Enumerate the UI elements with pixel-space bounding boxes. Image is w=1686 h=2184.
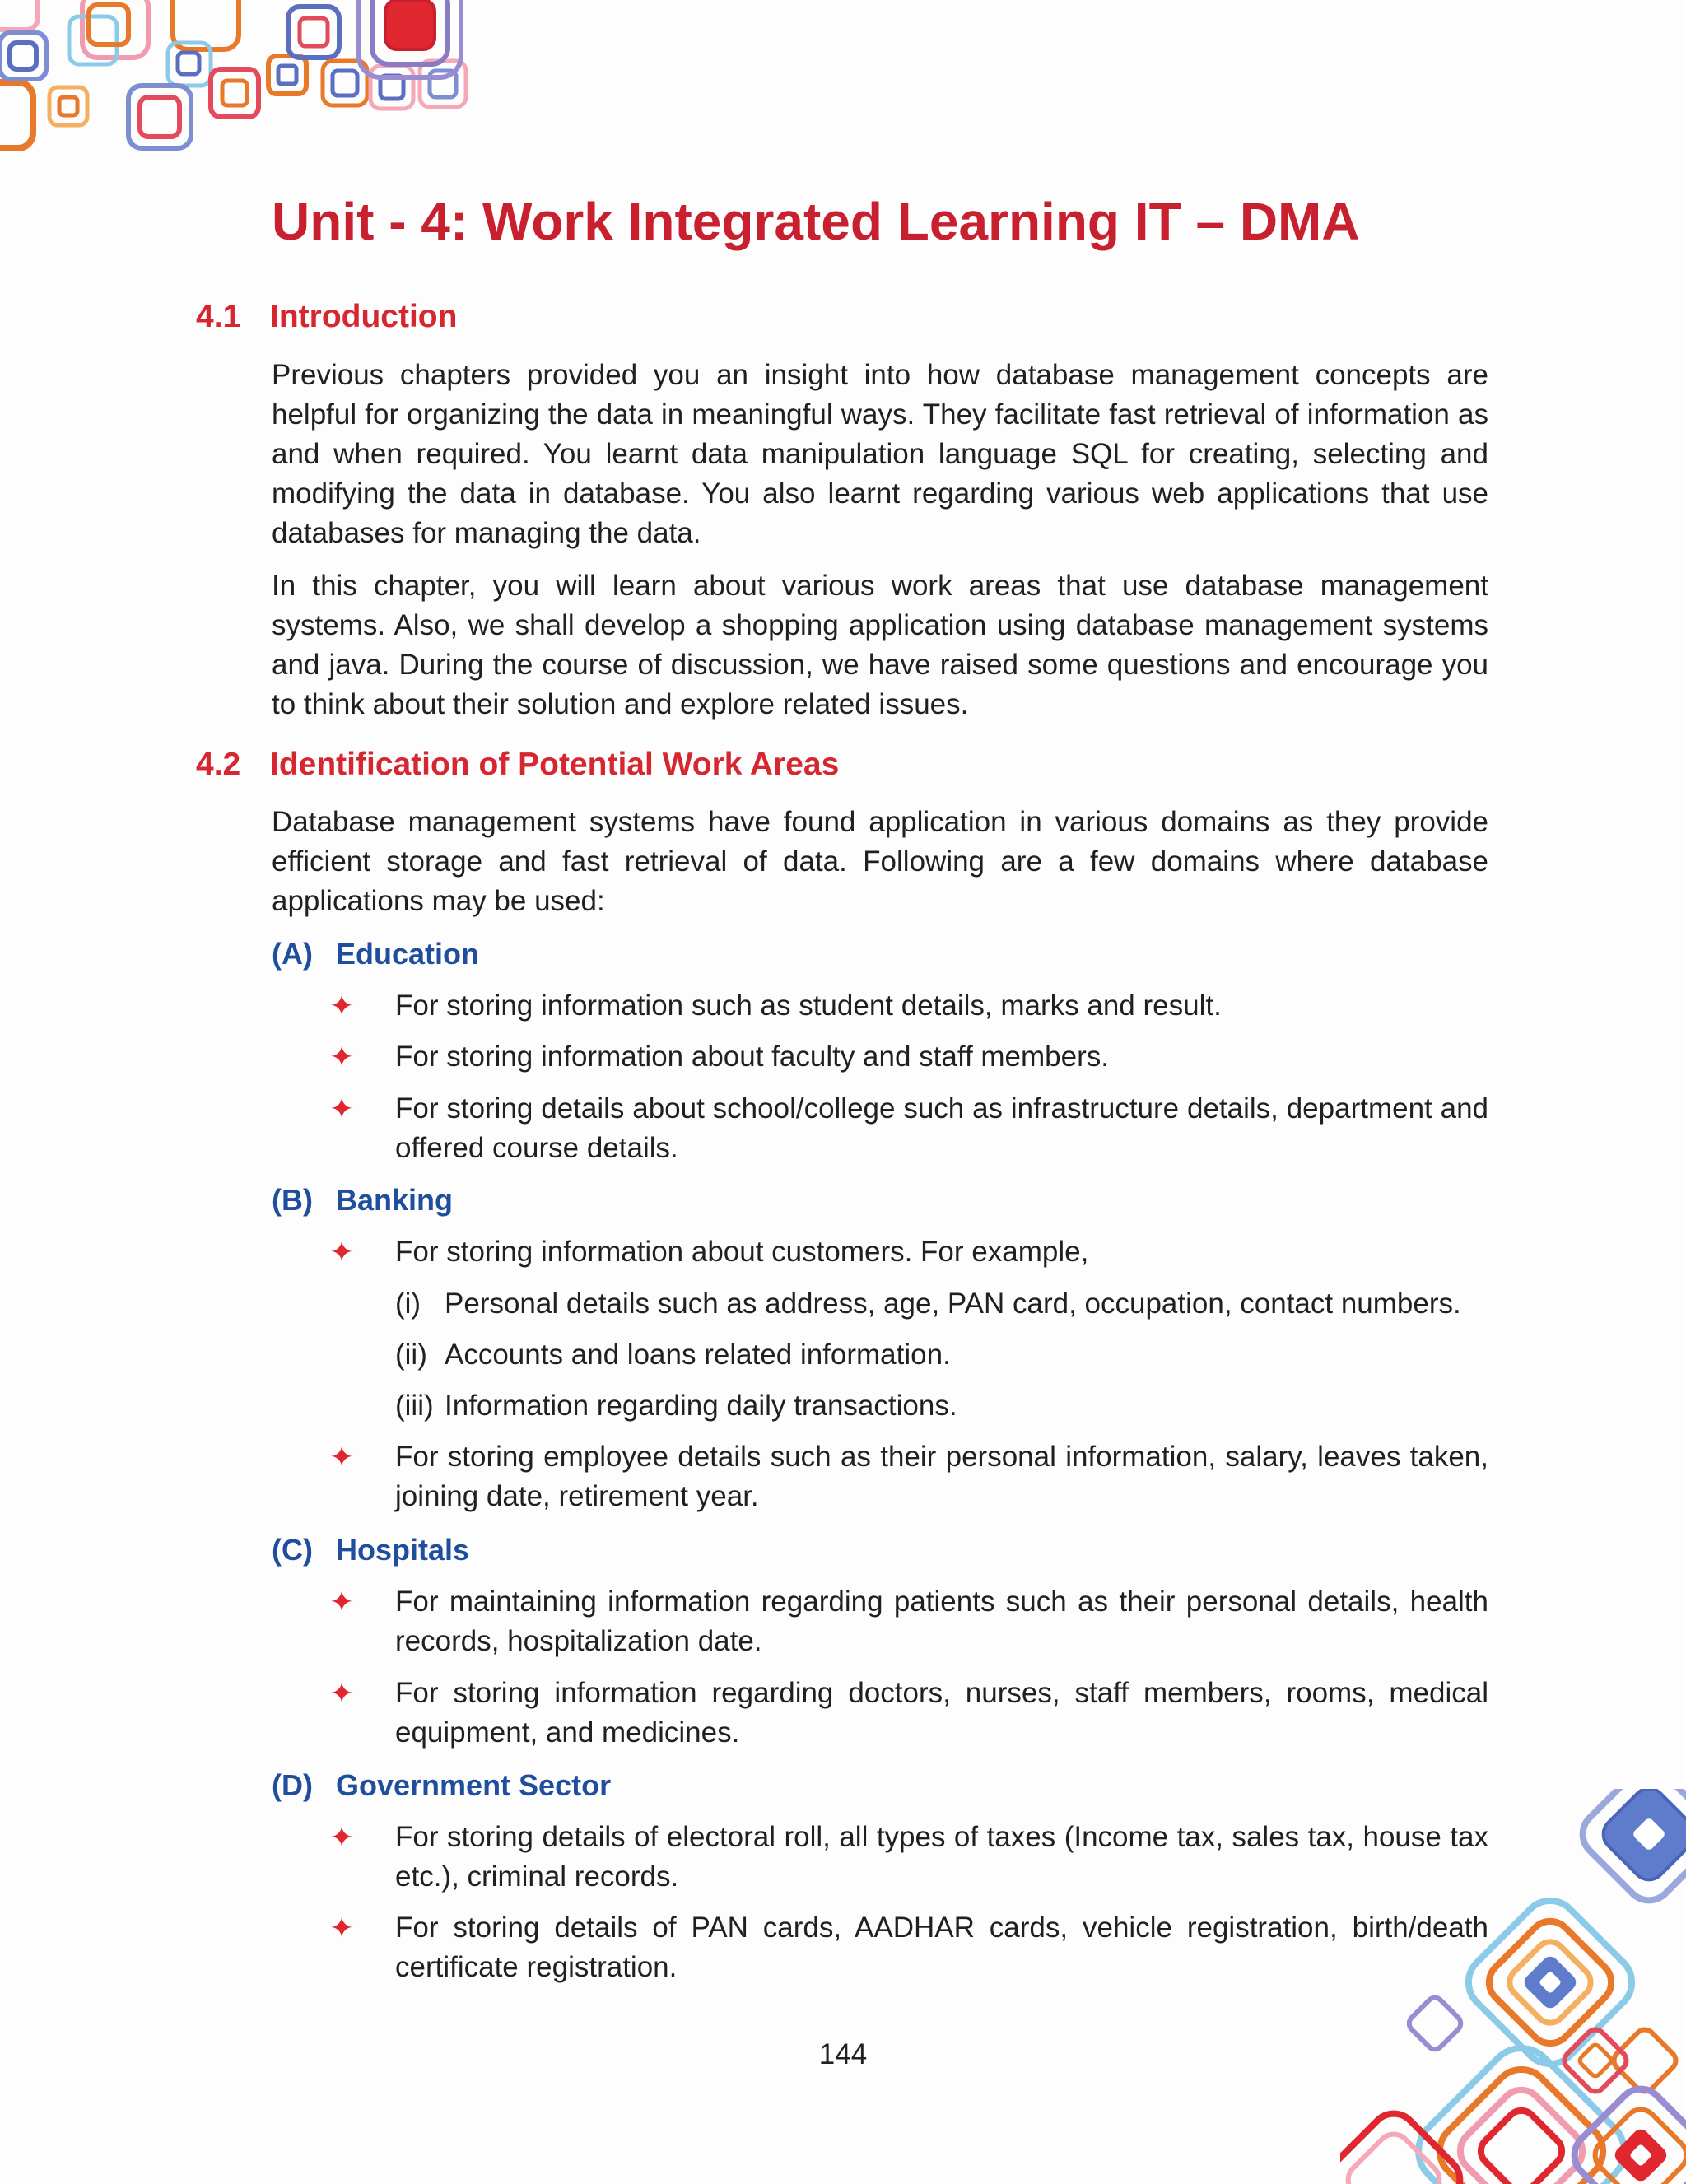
bullet-star-icon: ✦ (329, 1235, 355, 1269)
bullet-star-icon: ✦ (329, 1440, 355, 1474)
subsection-title: Government Sector (336, 1768, 612, 1802)
list-item (329, 1818, 1488, 1897)
list-item (329, 1674, 1488, 1753)
list-item-text: For storing employee details such as their personal information, salary, leaves taken, joining date, retirement year. (395, 1441, 1488, 1512)
list-item-text: For storing details about school/college such as infrastructure details, department and offered course details. (395, 1092, 1488, 1164)
sub-list-item (395, 1386, 1490, 1426)
list-item-text: For storing information regarding doctors, nurses, staff members, rooms, medical equipment, and medicines. (395, 1677, 1488, 1749)
sub-list-number: (iii) (395, 1390, 434, 1422)
sub-list-text: Personal details such as address, age, PAN card, occupation, contact numbers. (445, 1288, 1461, 1320)
subsection-letter: (D) (272, 1768, 313, 1802)
list-item-text: For storing information about faculty and staff members. (395, 1041, 1109, 1073)
section-number: 4.2 (196, 747, 241, 782)
subsection-title: Hospitals (336, 1533, 470, 1567)
bullet-star-icon: ✦ (329, 1040, 355, 1073)
page-title: Unit - 4: Work Integrated Learning IT – DMA (272, 192, 1360, 251)
sub-list-number: (i) (395, 1288, 422, 1320)
bullet-star-icon: ✦ (329, 1676, 355, 1710)
decorative-squares-top-left (0, 0, 477, 165)
subsection-heading-education (272, 937, 479, 971)
list-item (329, 1089, 1488, 1168)
sub-list-number: (ii) (395, 1339, 427, 1371)
section-heading-introduction (196, 299, 457, 335)
section-title: Introduction (270, 299, 458, 334)
list-item (329, 986, 1488, 1026)
sub-list-text: Accounts and loans related information. (445, 1339, 951, 1371)
list-item-text: For storing information such as student details, marks and result. (395, 990, 1222, 1022)
list-item (329, 1582, 1488, 1661)
bullet-star-icon: ✦ (329, 1585, 355, 1618)
page-number: 144 (818, 2038, 868, 2070)
bullet-star-icon: ✦ (329, 989, 355, 1022)
work-areas-paragraph: Database management systems have found application in various domains as they provide efficient storage and fast retrieval of data. Following are a few domains where database applications may be used: (272, 806, 1488, 917)
bullet-star-icon: ✦ (329, 1092, 355, 1125)
subsection-letter: (B) (272, 1183, 313, 1217)
section-heading-work-areas (196, 747, 839, 783)
bullet-star-icon: ✦ (329, 1820, 355, 1854)
section-title: Identification of Potential Work Areas (270, 747, 840, 782)
subsection-title: Education (336, 937, 480, 971)
subsection-letter: (A) (272, 937, 313, 971)
list-item (329, 1437, 1488, 1516)
subsection-heading-banking (272, 1183, 453, 1218)
list-item-text: For storing details of electoral roll, all types of taxes (Income tax, sales tax, house tax etc.), criminal records. (395, 1821, 1488, 1893)
sub-list-item (395, 1335, 1490, 1375)
sub-list-item (395, 1284, 1490, 1324)
list-item (329, 1037, 1488, 1077)
sub-list-text: Information regarding daily transactions. (445, 1390, 957, 1422)
list-item-text: For storing information about customers. For example, (395, 1236, 1089, 1268)
intro-paragraph-2: In this chapter, you will learn about various work areas that use database management systems. Also, we shall develop a shopping application using database management systems and java. During the course of discussion, we have raised some questions and encourage you to think about their solution and explore related issues. (272, 570, 1488, 720)
list-item (329, 1908, 1488, 1987)
subsection-title: Banking (336, 1183, 454, 1217)
bullet-star-icon: ✦ (329, 1911, 355, 1944)
list-item (329, 1232, 1488, 1272)
subsection-heading-hospitals (272, 1533, 469, 1567)
subsection-letter: (C) (272, 1533, 313, 1567)
list-item-text: For maintaining information regarding patients such as their personal details, health records, hospitalization date. (395, 1586, 1488, 1657)
list-item-text: For storing details of PAN cards, AADHAR cards, vehicle registration, birth/death certificate registration. (395, 1912, 1488, 1983)
section-number: 4.1 (196, 299, 241, 334)
subsection-heading-government (272, 1768, 611, 1803)
intro-paragraph-1: Previous chapters provided you an insight into how database management concepts are helpful for organizing the data in meaningful ways. They facilitate fast retrieval of information as and when required. You learnt data manipulation language SQL for creating, selecting and modifying the data in database. You also learnt regarding various web applications that use databases for managing the data. (272, 359, 1488, 549)
